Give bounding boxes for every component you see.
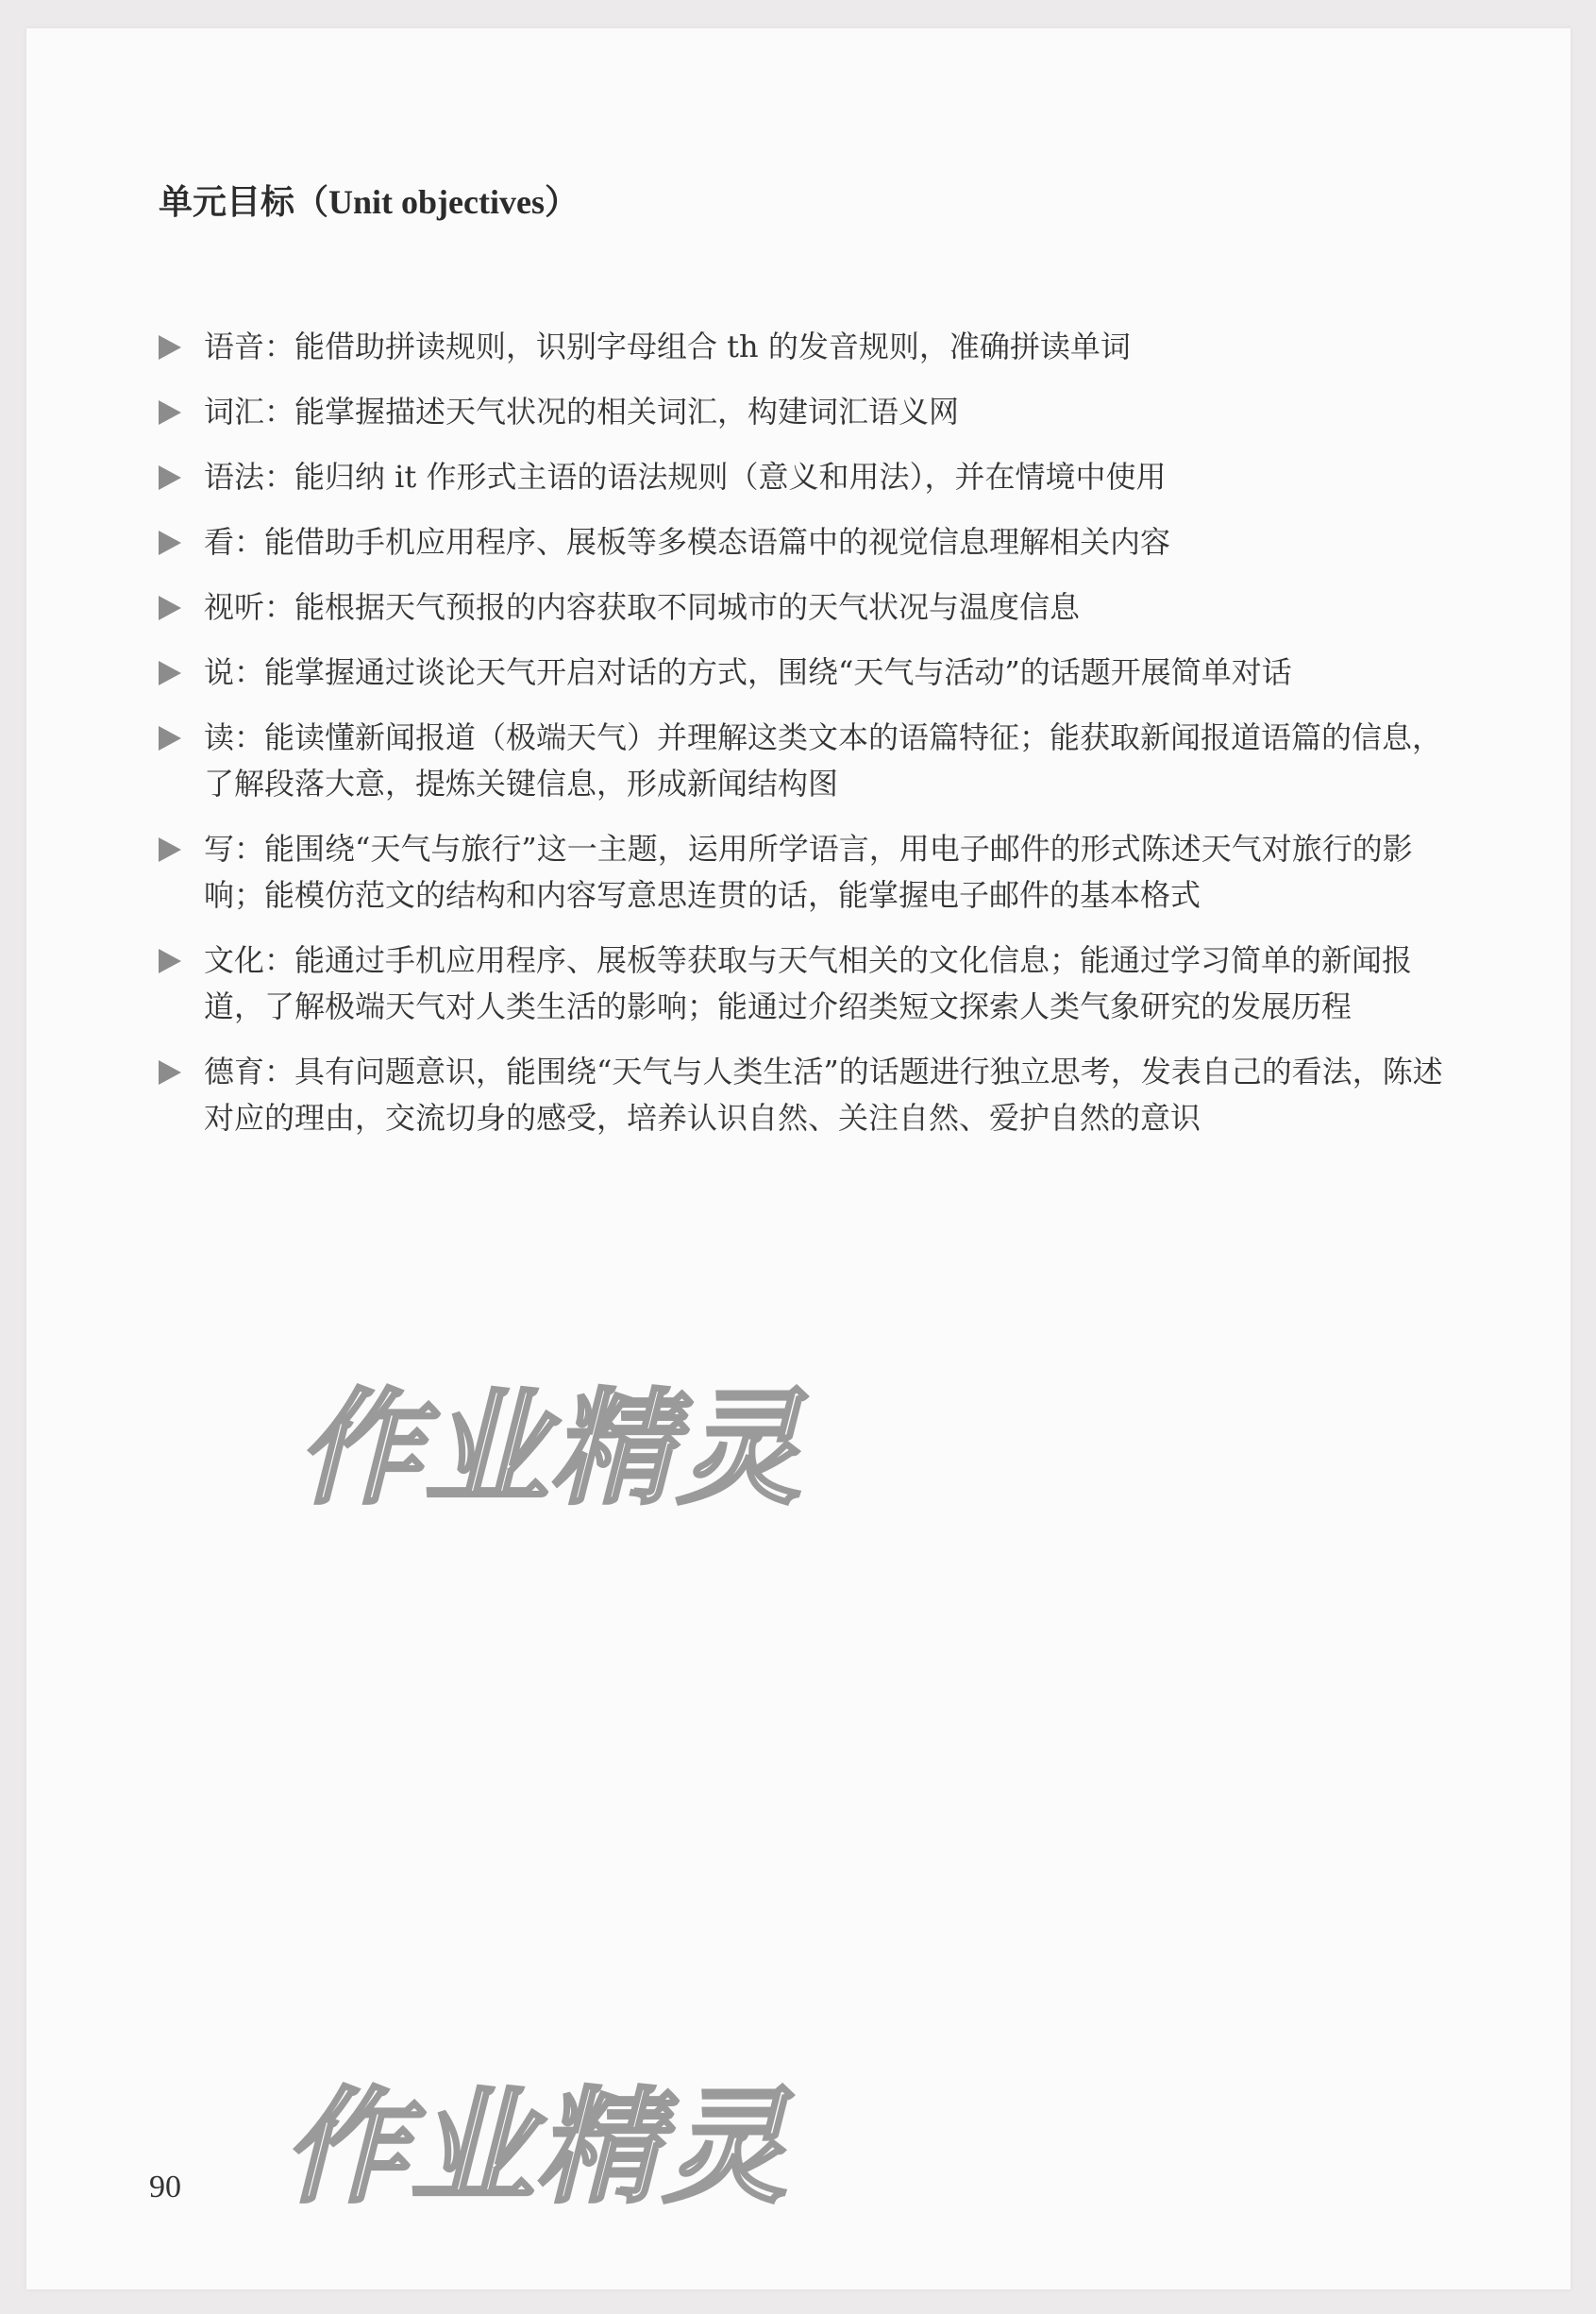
objective-text: 说：能掌握通过谈论天气开启对话的方式，围绕“天气与活动”的话题开展简单对话	[204, 654, 1292, 690]
triangle-bullet-icon	[159, 726, 181, 751]
page-number: 90	[149, 2170, 181, 2204]
objective-text: 读：能读懂新闻报道（极端天气）并理解这类文本的语篇特征；能获取新闻报道语篇的信息，了解段落大意，提炼关键信息，形成新闻结构图	[204, 719, 1443, 802]
objective-pronunciation	[159, 324, 1452, 370]
objective-viewing	[159, 519, 1452, 566]
objective-grammar	[159, 454, 1452, 500]
objective-speaking	[159, 650, 1452, 696]
triangle-bullet-icon	[159, 596, 181, 620]
objective-text: 语法：能归纳 it 作形式主语的语法规则（意义和用法），并在情境中使用	[204, 459, 1167, 495]
objective-text: 语音：能借助拼读规则，识别字母组合 th 的发音规则，准确拼读单词	[204, 329, 1131, 364]
title-cn: 单元目标（	[159, 183, 329, 222]
triangle-bullet-icon	[159, 661, 181, 685]
title-en: Unit objectives	[328, 183, 545, 221]
triangle-bullet-icon	[159, 531, 181, 555]
title-close: ）	[544, 183, 579, 222]
triangle-bullet-icon	[159, 465, 181, 490]
objective-text: 写：能围绕“天气与旅行”这一主题，运用所学语言，用电子邮件的形式陈述天气对旅行的影响；能模仿范文的结构和内容写意思连贯的话，能掌握电子邮件的基本格式	[204, 831, 1413, 913]
objective-vocabulary	[159, 389, 1452, 435]
objective-writing	[159, 826, 1452, 919]
watermark-logo	[297, 1377, 803, 1525]
objective-reading	[159, 715, 1452, 807]
objectives-list	[159, 324, 1452, 1160]
triangle-bullet-icon	[159, 1060, 181, 1085]
triangle-bullet-icon	[159, 400, 181, 425]
triangle-bullet-icon	[159, 949, 181, 973]
unit-objectives-title	[159, 176, 579, 224]
objective-text: 德育：具有问题意识，能围绕“天气与人类生活”的话题进行独立思考，发表自己的看法，陈述对应的理由，交流切身的感受，培养认识自然、关注自然、爱护自然的意识	[204, 1054, 1443, 1136]
watermark-text: 作业精灵	[283, 2075, 789, 2221]
objective-text: 视听：能根据天气预报的内容获取不同城市的天气状况与温度信息	[204, 589, 1081, 625]
triangle-bullet-icon	[159, 837, 181, 862]
objective-listening	[159, 584, 1452, 631]
objective-text: 词汇：能掌握描述天气状况的相关词汇，构建词汇语义网	[204, 394, 960, 430]
watermark-logo	[283, 2075, 789, 2223]
objective-moral-education	[159, 1049, 1452, 1141]
objective-text: 看：能借助手机应用程序、展板等多模态语篇中的视觉信息理解相关内容	[204, 524, 1171, 560]
objective-text: 文化：能通过手机应用程序、展板等获取与天气相关的文化信息；能通过学习简单的新闻报道，了解极端天气对人类生活的影响；能通过介绍类短文探索人类气象研究的发展历程	[204, 942, 1413, 1024]
triangle-bullet-icon	[159, 335, 181, 360]
watermark-text: 作业精灵	[297, 1377, 803, 1522]
objective-culture	[159, 937, 1452, 1030]
